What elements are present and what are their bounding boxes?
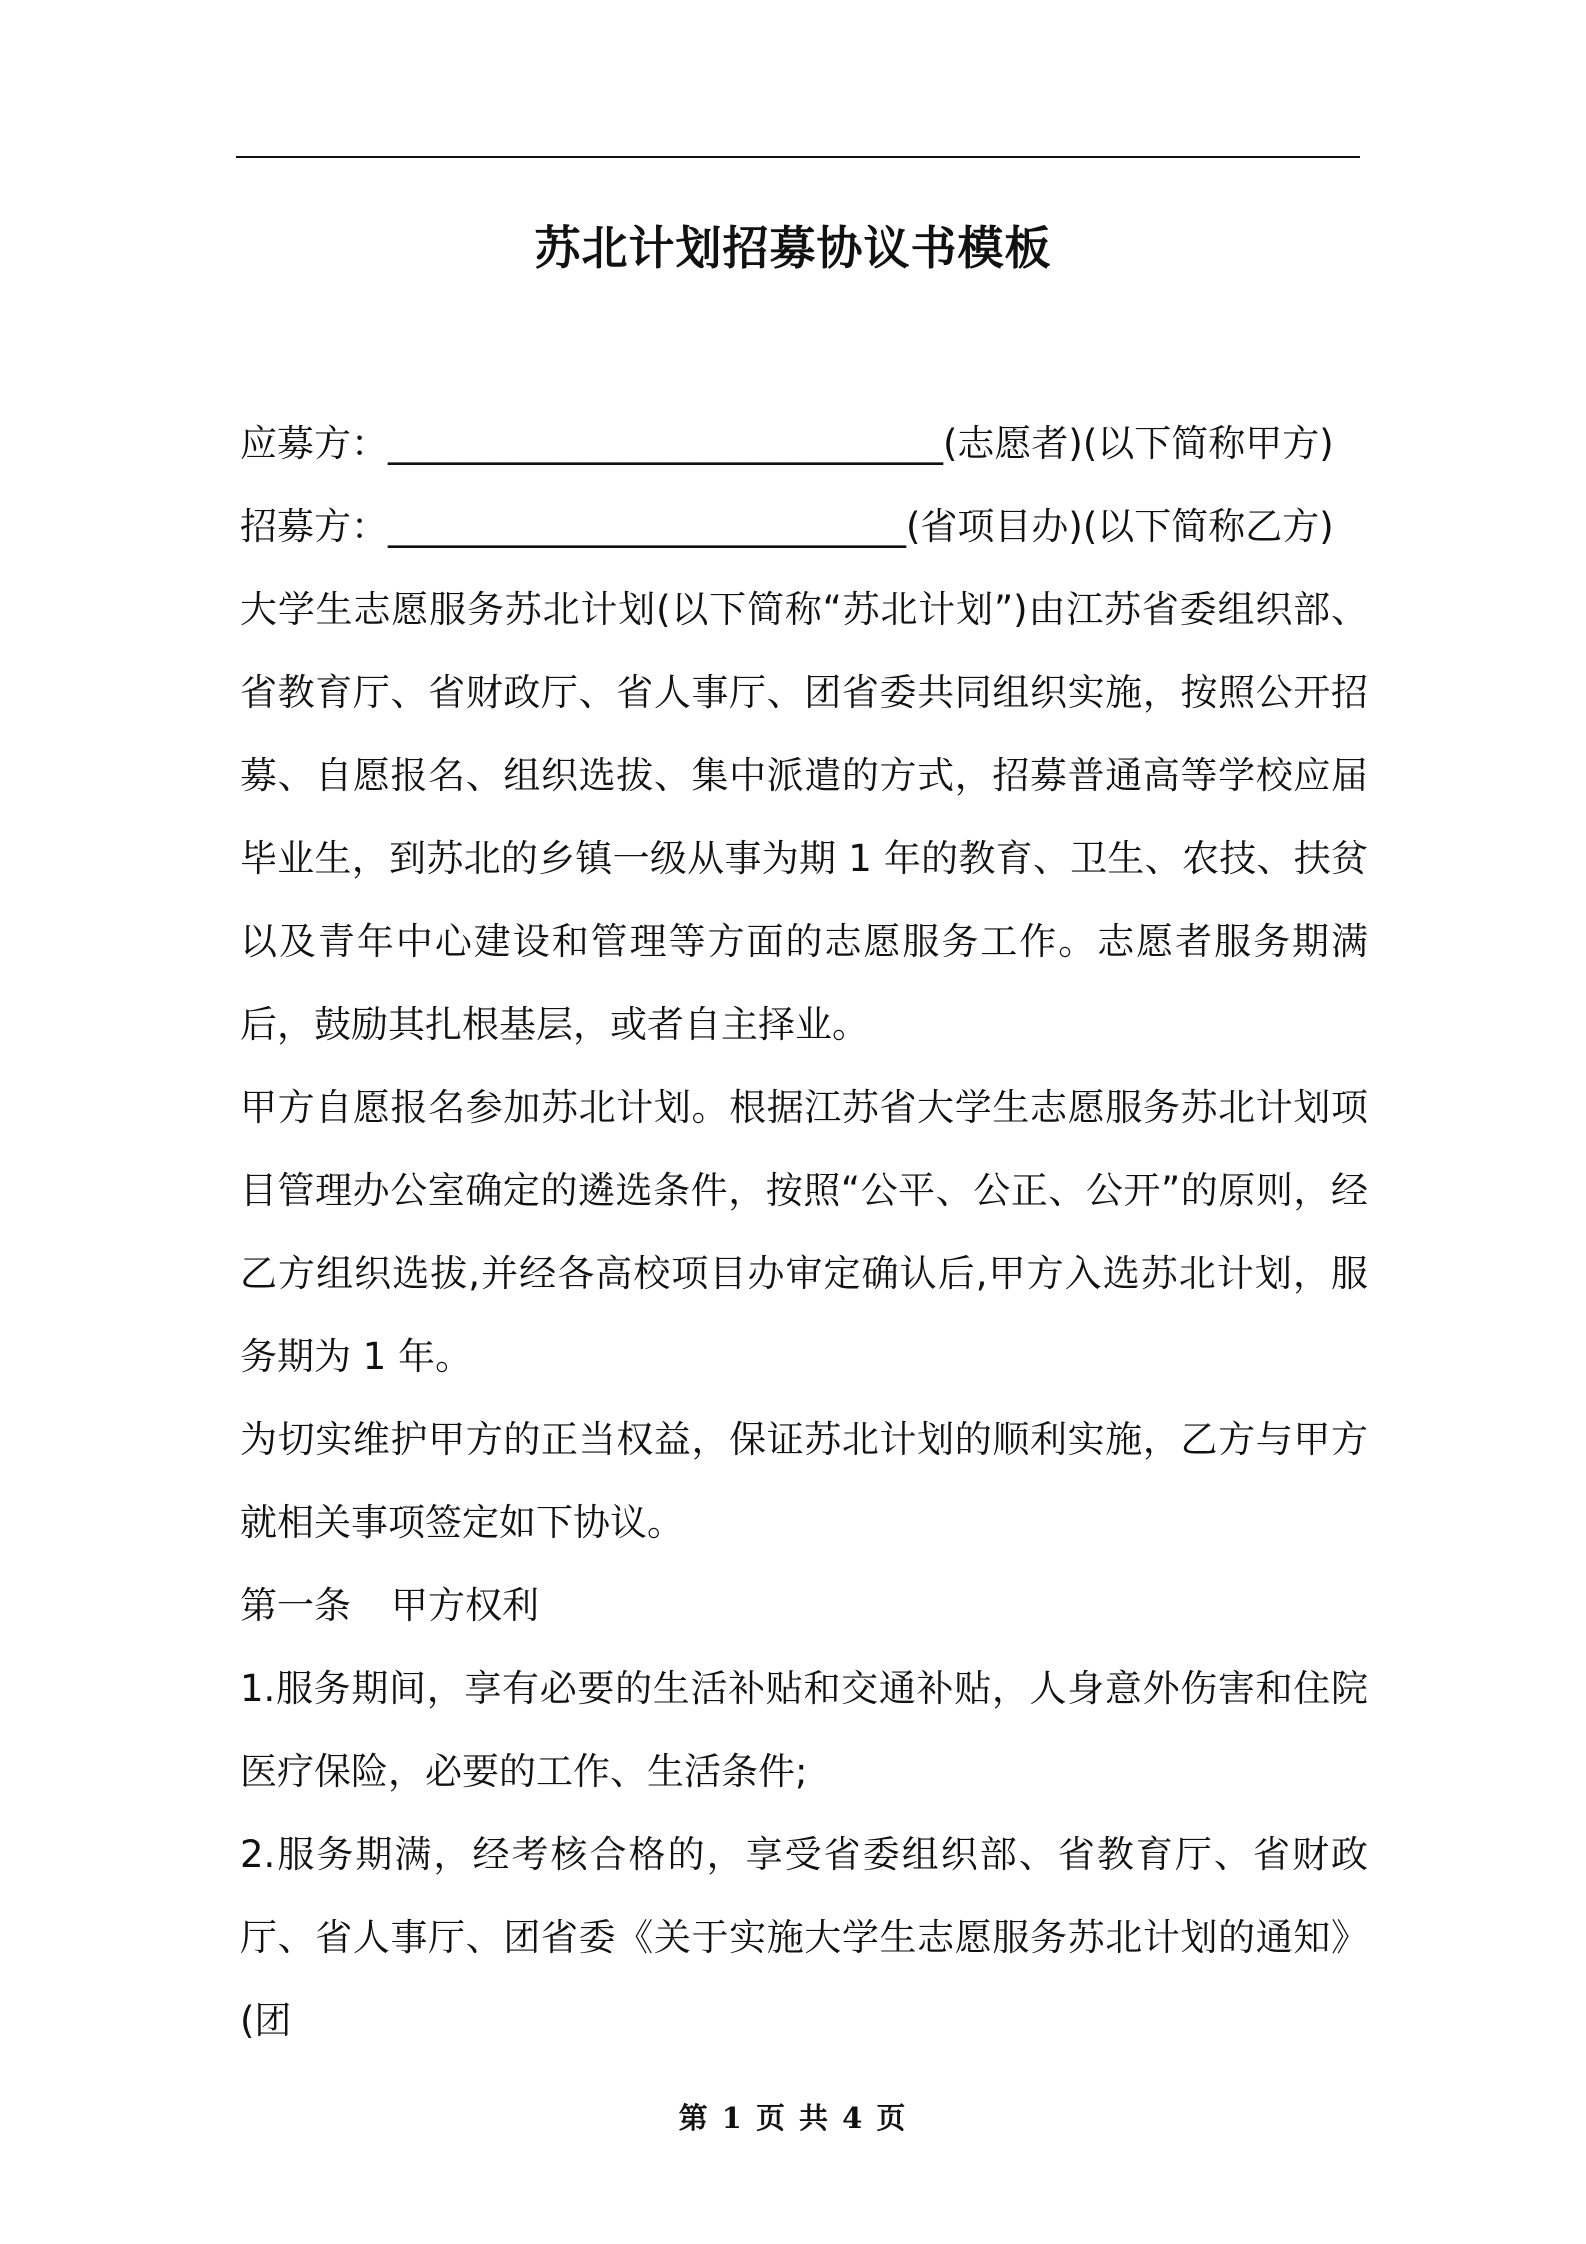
paragraph-selection: 甲方自愿报名参加苏北计划。根据江苏省大学生志愿服务苏北计划项目管理办公室确定的遴选条件，按照“公平、公正、公开”的原则，经乙方组织选拔,并经各高校项目办审定确认后,甲方入选苏北计划，服务期为 1 年。 xyxy=(240,1086,1368,1378)
article-heading xyxy=(240,1564,1368,1647)
party-blank-field: ____________________________ xyxy=(388,505,906,548)
party-line-recruiter xyxy=(240,485,1368,568)
document-body xyxy=(240,402,1368,2062)
paragraph-purpose: 为切实维护甲方的正当权益，保证苏北计划的顺利实施，乙方与甲方就相关事项签定如下协议。 xyxy=(240,1418,1368,1544)
article-item: 2.服务期满，经考核合格的，享受省委组织部、省教育厅、省财政厅、省人事厅、团省委《关于实施大学生志愿服务苏北计划的通知》(团 xyxy=(240,1833,1368,2042)
party-role: (志愿者)(以下简称甲方) xyxy=(943,422,1334,465)
article-number: 第一条 xyxy=(240,1584,351,1627)
document-title: 苏北计划招募协议书模板 xyxy=(534,221,1052,275)
article-title: 甲方权利 xyxy=(391,1584,539,1627)
article-item: 1.服务期间，享有必要的生活补贴和交通补贴，人身意外伤害和住院医疗保险，必要的工作、生活条件; xyxy=(240,1667,1368,1793)
party-blank-field: ______________________________ xyxy=(388,422,943,465)
header-rule xyxy=(236,156,1360,158)
page-number: 第 1 页 共 4 页 xyxy=(678,2101,908,2135)
paragraph-intro: 大学生志愿服务苏北计划(以下简称“苏北计划”)由江苏省委组织部、省教育厅、省财政厅、省人事厅、团省委共同组织实施，按照公开招募、自愿报名、组织选拔、集中派遣的方式，招募普通高等学校应届毕业生，到苏北的乡镇一级从事为期 1 年的教育、卫生、农技、扶贫以及青年中心建设和管理等方面的志愿服务工作。志愿者服务期满后，鼓励其扎根基层，或者自主择业。 xyxy=(240,588,1368,1046)
party-role: (省项目办)(以下简称乙方) xyxy=(906,505,1334,548)
party-label: 应募方： xyxy=(240,422,388,465)
party-line-applicant xyxy=(240,402,1368,485)
party-label: 招募方： xyxy=(240,505,388,548)
